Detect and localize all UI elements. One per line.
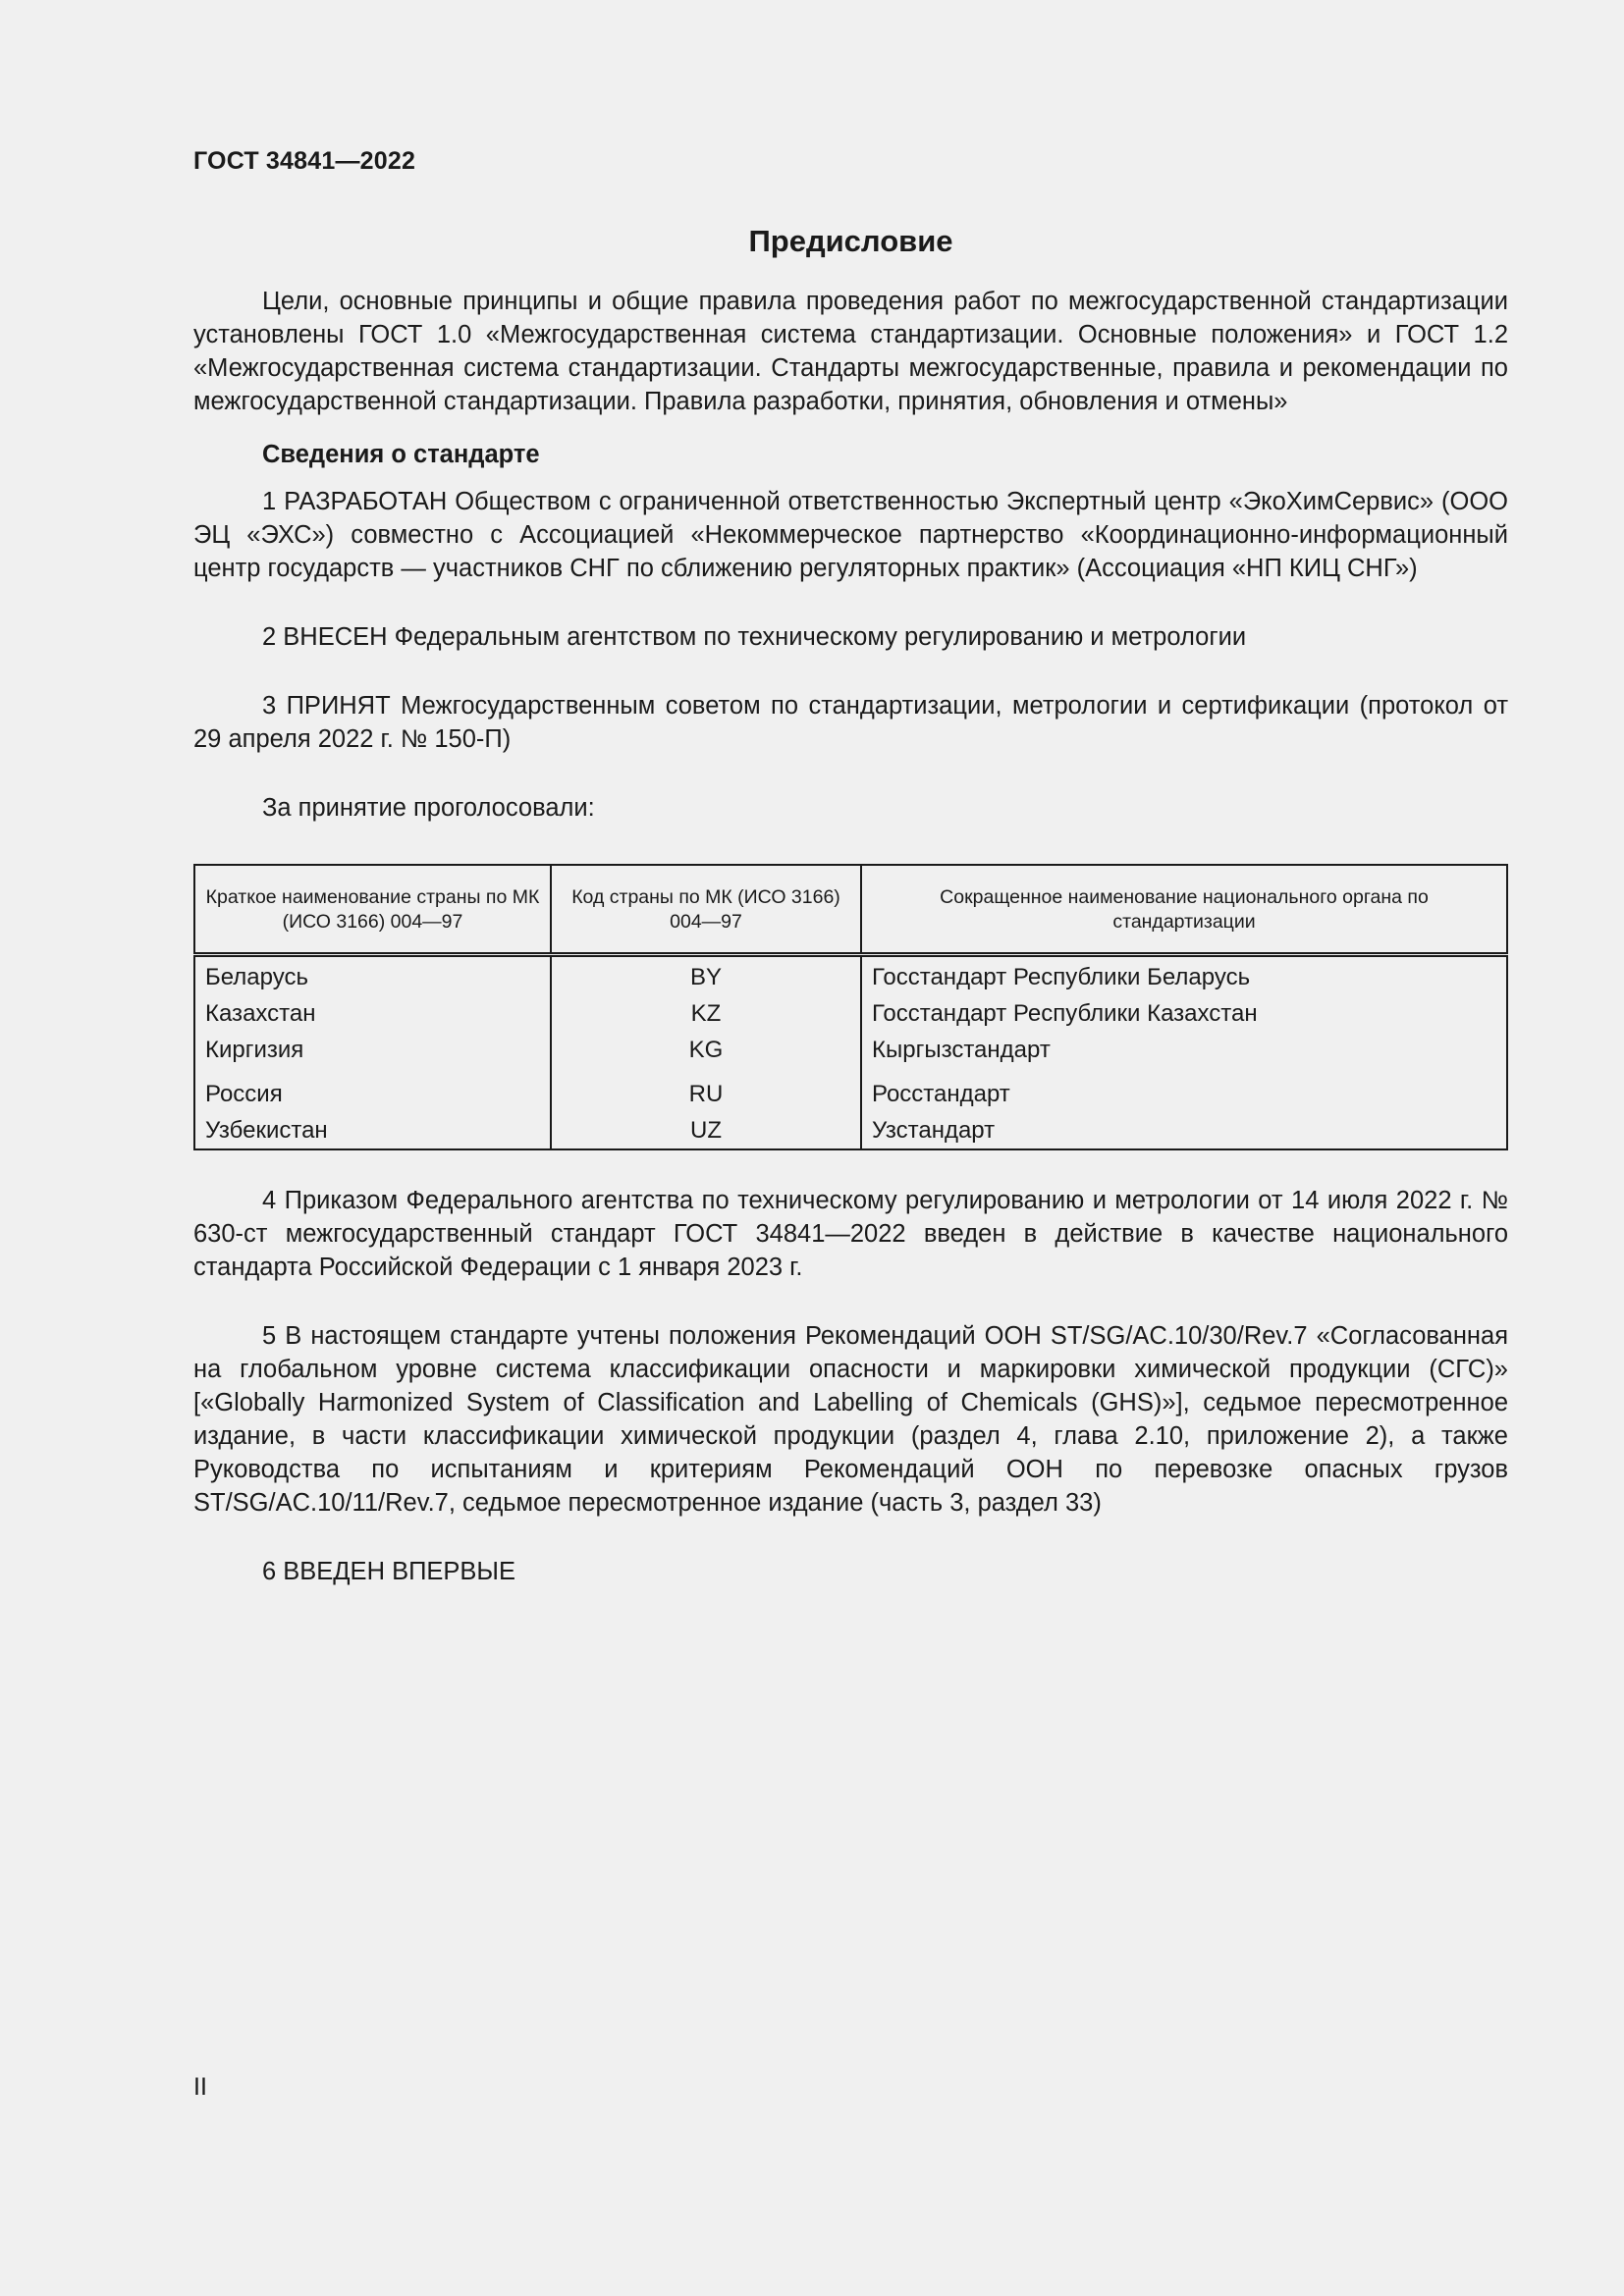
country-code-cell: KG	[551, 1032, 861, 1068]
section-subheading: Сведения о стандарте	[262, 441, 540, 468]
item-developed: 1 РАЗРАБОТАН Обществом с ограниченной ответственностью Экспертный центр «ЭкоХимСервис» (ООО ЭЦ «ЭХС») совместно с Ассоциацией «Некоммерческое партнерство «Координационно-информационный центр государств — участников СНГ по сближению регуляторных практик» (Ассоциация «НП КИЦ СНГ»)	[193, 488, 1508, 582]
country-name-cell: Казахстан	[205, 1000, 316, 1027]
page-title: Предисловие	[748, 224, 953, 258]
item-considered: 5 В настоящем стандарте учтены положения Рекомендаций ООН ST/SG/AC.10/30/Rev.7 «Согласованная на глобальном уровне система классификации опасности и маркировки химической продукции (СГС)» [«Globally Harmonized System of Classification and Labelling of Chemicals (GHS)»], седьмое пересмотренное издание, в части классификации химической продукции (раздел 4, глава 2.10, приложение 2), а также Руководства по испытаниям и критериям Рекомендаций ООН по перевозке опасных грузов ST/SG/AC.10/11/Rev.7, седьмое пересмотренное издание (часть 3, раздел 33)	[193, 1322, 1508, 1517]
country-code-cell: KZ	[551, 995, 861, 1032]
country-name-cell: Узбекистан	[205, 1117, 328, 1144]
national-body-cell: Госстандарт Республики Беларусь	[861, 955, 1507, 996]
voted-label: За принятие проголосовали:	[262, 794, 595, 822]
header-country-code: Код страны по МК (ИСО 3166) 004—97	[551, 865, 861, 955]
national-body-cell: Госстандарт Республики Казахстан	[861, 995, 1507, 1032]
country-name-cell: Россия	[205, 1081, 283, 1107]
national-body-cell: Кыргызстандарт	[861, 1032, 1507, 1068]
document-body	[193, 285, 1508, 1588]
header-country-name: Краткое наименование страны по МК (ИСО 3166) 004—97	[194, 865, 551, 955]
header-national-body: Сокращенное наименование национального органа по стандартизации	[861, 865, 1507, 955]
country-name-cell: Киргизия	[205, 1037, 304, 1063]
table-row	[194, 1112, 1507, 1149]
country-code-cell: UZ	[551, 1112, 861, 1149]
page-number: II	[193, 2073, 207, 2101]
country-code-cell: RU	[551, 1068, 861, 1112]
table-row	[194, 1032, 1507, 1068]
country-code-cell: BY	[551, 955, 861, 996]
country-name-cell: Беларусь	[205, 964, 308, 990]
voting-states-table	[193, 864, 1508, 1150]
national-body-cell: Росстандарт	[861, 1068, 1507, 1112]
intro-paragraph: Цели, основные принципы и общие правила проведения работ по межгосударственной стандартизации установлены ГОСТ 1.0 «Межгосударственная система стандартизации. Основные положения» и ГОСТ 1.2 «Межгосударственная система стандартизации. Стандарты межгосударственные, правила и рекомендации по межгосударственной стандартизации. Правила разработки, принятия, обновления и отмены»	[193, 288, 1508, 415]
table-row	[194, 995, 1507, 1032]
item-order: 4 Приказом Федерального агентства по техническому регулированию и метрологии от 14 июля 2022 г. № 630-ст межгосударственный стандарт ГОСТ 34841—2022 введен в действие в качестве национального стандарта Российской Федерации с 1 января 2023 г.	[193, 1187, 1508, 1281]
standard-number-header: ГОСТ 34841—2022	[193, 147, 416, 175]
item-adopted: 3 ПРИНЯТ Межгосударственным советом по стандартизации, метрологии и сертификации (протокол от 29 апреля 2022 г. № 150-П)	[193, 692, 1508, 753]
item-introduced: 2 ВНЕСЕН Федеральным агентством по техническому регулированию и метрологии	[262, 623, 1247, 651]
table-row	[194, 1068, 1507, 1112]
national-body-cell: Узстандарт	[861, 1112, 1507, 1149]
table-header-row	[194, 865, 1507, 955]
item-first-time: 6 ВВЕДЕН ВПЕРВЫЕ	[262, 1558, 516, 1585]
table-row	[194, 955, 1507, 996]
